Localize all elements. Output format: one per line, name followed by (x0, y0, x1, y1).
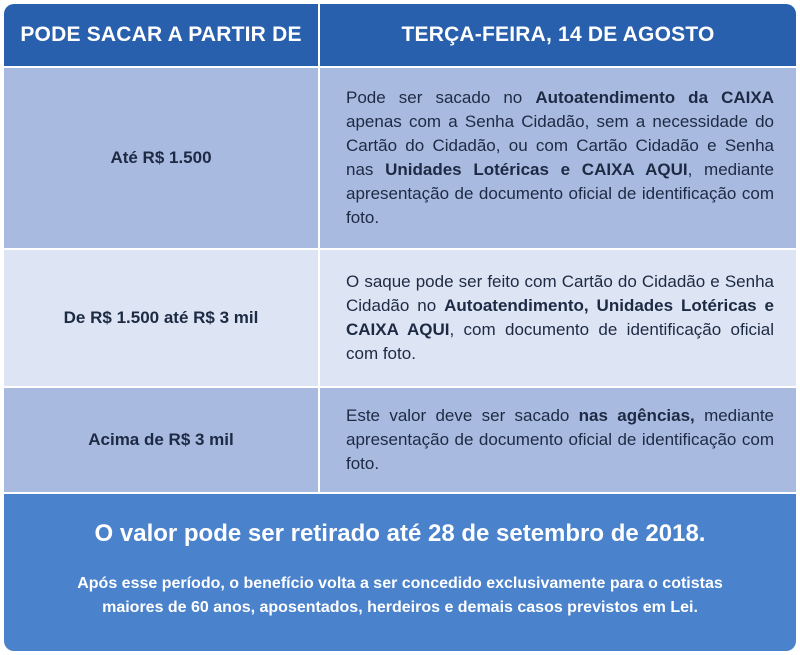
row-description: Pode ser sacado no Autoatendimento da CAIXA apenas com a Senha Cidadão, sem a necessidade do Cartão do Cidadão, ou com Cartão Cidadão e Senha nas Unidades Lotéricas e CAIXA AQUI, mediante apresentação de documento oficial de identificação com foto. (320, 68, 796, 248)
fgts-withdrawal-table (4, 4, 796, 651)
header-col-date: TERÇA-FEIRA, 14 DE AGOSTO (320, 4, 796, 66)
table-row (4, 388, 796, 492)
table-row (4, 250, 796, 386)
row-label: Até R$ 1.500 (4, 68, 318, 248)
footer-note: Após esse período, o benefício volta a ser concedido exclusivamente para o cotistas maiores de 60 anos, aposentados, herdeiros e demais casos previstos em Lei. (77, 575, 723, 616)
header-col-amount: PODE SACAR A PARTIR DE (4, 4, 318, 66)
footer-headline: O valor pode ser retirado até 28 de setembro de 2018. (94, 520, 706, 547)
row-description: O saque pode ser feito com Cartão do Cidadão e Senha Cidadão no Autoatendimento, Unidades Lotéricas e CAIXA AQUI, com documento de identificação oficial com foto. (320, 250, 796, 386)
row-description: Este valor deve ser sacado nas agências, mediante apresentação de documento oficial de identificação com foto. (320, 388, 796, 492)
table-row (4, 68, 796, 248)
row-label: Acima de R$ 3 mil (4, 388, 318, 492)
table-header (4, 4, 796, 66)
row-label: De R$ 1.500 até R$ 3 mil (4, 250, 318, 386)
footer-notice (4, 494, 796, 651)
